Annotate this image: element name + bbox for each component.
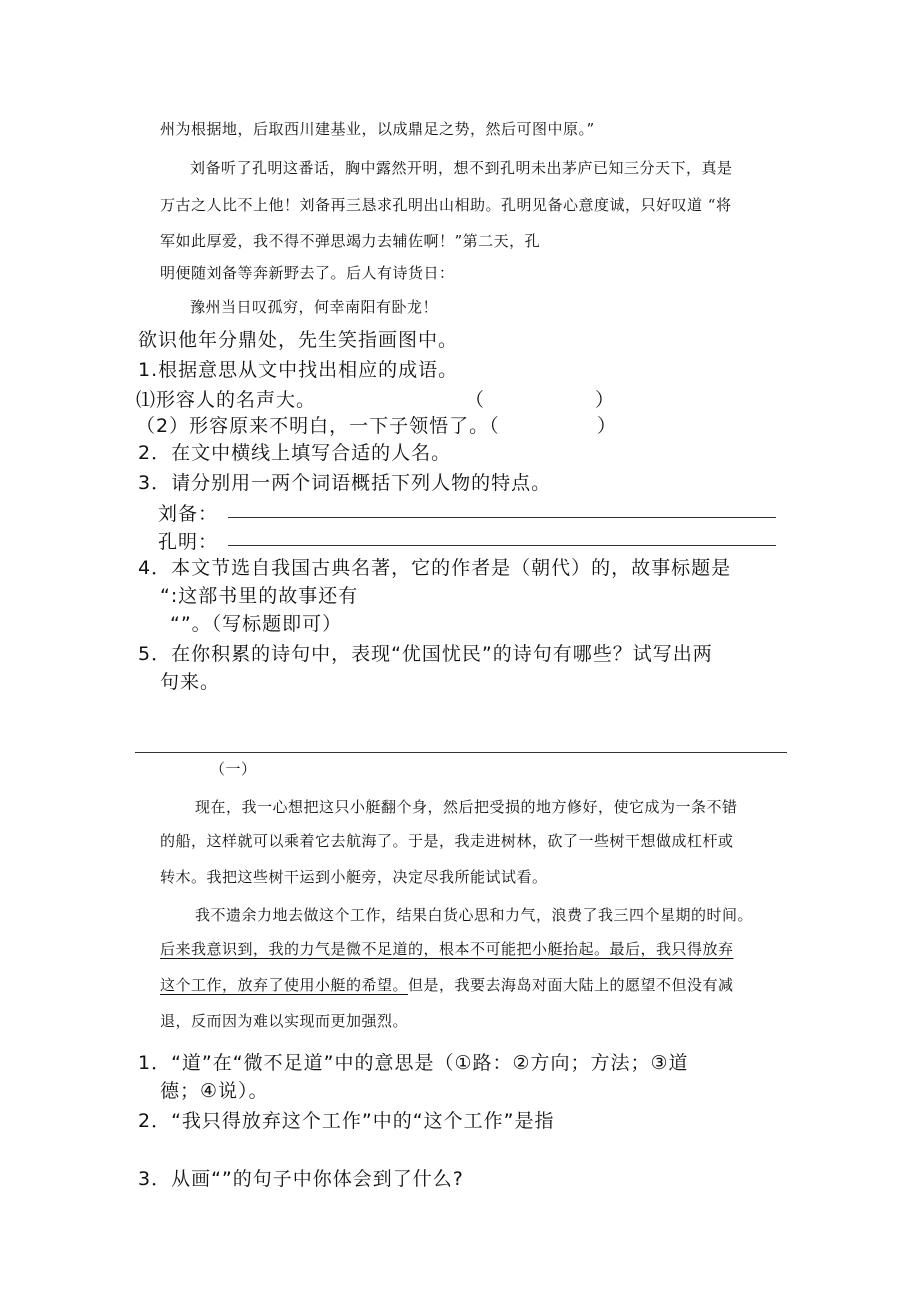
- section2-p1-line-3: 转木。我把这些树干运到小艇旁，决定尽我所能试试看。: [160, 868, 548, 886]
- passage1-line-4: 军如此厚爱，我不得不弹思竭力去辅佐啊！”第二天，孔: [160, 232, 541, 250]
- q2-question-2: 2．“我只得放弃这个工作”中的“这个工作”是指: [138, 1110, 555, 1132]
- section2-p2-line-3-underlined: 这个工作，放弃了使用小艇的希望。: [160, 976, 409, 994]
- passage1-line-2: 刘备听了孔明这番话，胸中露然开明，想不到孔明未出茅庐已知三分天下，真是: [190, 159, 733, 177]
- question-3: 3．请分别用一两个词语概括下列人物的特点。: [138, 472, 552, 494]
- q2-question-3: 3．从画“”的句子中你体会到了什么?: [138, 1168, 464, 1190]
- poem-line-2: 欲识他年分鼎处，先生笑指画图中。: [138, 329, 459, 351]
- q2-question-1-line-1: 1．“道”在“微不足道”中的意思是（①路：②方向；方法；③道: [138, 1052, 689, 1074]
- section2-p2-line-2-underlined: 后来我意识到，我的力气是微不足道的，根本不可能把小艇抬起。最后，我只得放弃: [160, 940, 734, 958]
- liubei-answer-line: [228, 517, 776, 518]
- question-1a: ⑴形容人的名声大。: [136, 389, 317, 411]
- section2-p1-line-1: 现在，我一心想把这只小艇翻个身，然后把受损的地方修好，使它成为一条不错: [195, 798, 738, 816]
- question-1: 1.根据意思从文中找出相应的成语。: [138, 359, 459, 381]
- section2-heading: （一）: [210, 760, 257, 778]
- section2-p2-line-3: [160, 974, 734, 995]
- question-4-line-1: 4．本文节选自我国古典名著，它的作者是（朝代）的，故事标题是: [138, 557, 732, 579]
- section2-p1-line-2: 的船，这样就可以乘着它去航海了。于是，我走进树林，砍了一些树干想做成杠杆或: [160, 832, 734, 850]
- question-1b-answer-close: ）: [597, 415, 618, 437]
- kongming-answer-line: [228, 545, 776, 546]
- section2-p2-line-1: 我不遗余力地去做这个工作，结果白货心思和力气，浪费了我三四个星期的时间。: [195, 906, 754, 924]
- question-1b: （2）形容原来不明白，一下子领悟了。（: [136, 415, 500, 437]
- liubei-label: 刘备：: [158, 503, 219, 525]
- passage1-line-3: 万古之人比不上他！刘备再三恳求孔明出山相助。孔明见备心意度诚，只好叹道 “将: [160, 196, 732, 214]
- q2-question-1-line-2: 德；④说）。: [160, 1080, 269, 1102]
- section2-p2-line-3-rest: 但是，我要去海岛对面大陆上的愿望不但没有减: [408, 976, 734, 994]
- question-4-line-3: “”。（写标题即可）: [170, 613, 343, 635]
- passage1-line-5: 明便随刘备等奔新野去了。后人有诗货日：: [160, 264, 455, 282]
- kongming-label: 孔明：: [158, 531, 219, 553]
- section2-p2-line-4: 退，反而因为难以实现而更加强烈。: [160, 1012, 409, 1030]
- question-5-line-1: 5．在你积累的诗句中，表现“优国忧民”的诗句有哪些？试写出两: [138, 643, 713, 665]
- poem-line-1: 豫州当日叹孤穷，何幸南阳有卧龙！: [190, 298, 439, 316]
- question-1a-answer-close: ）: [595, 389, 616, 411]
- passage1-line-1: 州为根据地，后取西川建基业，以成鼎足之势，然后可图中原。”: [160, 120, 595, 138]
- section-divider: [135, 752, 787, 753]
- question-4-line-2: “:这部书里的故事还有: [160, 585, 359, 607]
- question-5-line-2: 句来。: [160, 671, 221, 693]
- question-1a-answer-open: （: [465, 389, 486, 411]
- question-2: 2．在文中横线上填写合适的人名。: [138, 442, 452, 464]
